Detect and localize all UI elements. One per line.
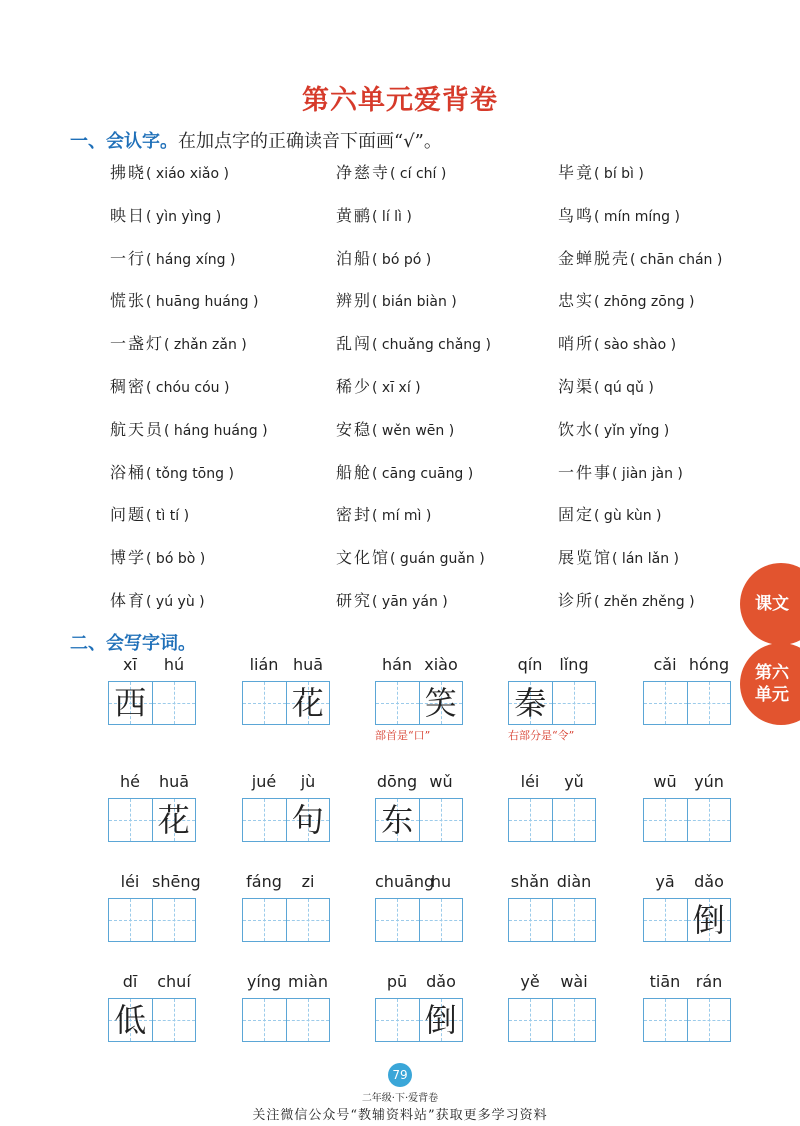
given-character xyxy=(688,682,731,724)
recognize-word: 固定 xyxy=(558,505,595,525)
pinyin-2: yǔ xyxy=(564,772,584,791)
given-character: 倒 xyxy=(424,1001,457,1039)
recognize-item xyxy=(336,203,412,226)
pinyin-1: shǎn xyxy=(510,872,550,891)
pinyin-2: wài xyxy=(560,972,588,991)
recognize-item xyxy=(110,160,229,183)
given-character: 西 xyxy=(114,684,147,722)
tianzige-pair xyxy=(108,898,196,942)
pinyin-1: wū xyxy=(653,772,677,791)
given-character: 花 xyxy=(291,684,324,722)
pinyin-2: shēng xyxy=(152,872,201,891)
recognize-item xyxy=(558,460,683,483)
recognize-pinyin-options[interactable]: ( sào shào ) xyxy=(594,337,677,354)
given-character xyxy=(688,999,731,1041)
pinyin-1: hé xyxy=(120,772,140,791)
recognize-word: 辨别 xyxy=(336,291,373,311)
tianzige-box[interactable] xyxy=(508,798,553,842)
section2-label: 二、会写字词。 xyxy=(70,633,196,654)
pinyin-2: chuí xyxy=(157,972,191,991)
recognize-item xyxy=(110,460,234,483)
recognize-word: 一盏灯 xyxy=(110,334,165,354)
pinyin-1: yě xyxy=(520,972,540,991)
tianzige-box[interactable] xyxy=(375,681,420,725)
recognize-word: 一件事 xyxy=(558,462,613,482)
recognize-word: 博学 xyxy=(110,548,147,568)
tianzige-pair xyxy=(643,681,731,725)
pinyin-2: dǎo xyxy=(426,972,456,991)
tianzige-box[interactable] xyxy=(643,898,688,942)
recognize-word: 航天员 xyxy=(110,419,165,439)
tianzige-box[interactable] xyxy=(108,798,153,842)
pinyin-1: chuāng xyxy=(375,872,435,891)
recognize-item xyxy=(336,545,485,568)
tianzige-box[interactable] xyxy=(242,998,287,1042)
recognize-word: 浴桶 xyxy=(110,462,147,482)
tianzige-pair xyxy=(108,998,196,1042)
recognize-pinyin-options[interactable]: ( guán guǎn ) xyxy=(390,551,485,568)
pinyin-1: hán xyxy=(381,655,413,674)
recognize-item xyxy=(336,331,491,354)
tianzige-pair xyxy=(643,998,731,1042)
recognize-pinyin-options[interactable]: ( zhěn zhěng ) xyxy=(594,594,695,610)
recognize-word: 忠实 xyxy=(558,291,595,311)
recognize-pinyin-options[interactable]: ( cí chí ) xyxy=(390,166,447,182)
section1-instruction: 在加点字的正确读音下面画“√”。 xyxy=(178,131,442,152)
recognize-item xyxy=(336,288,457,311)
tianzige-box[interactable] xyxy=(553,998,597,1042)
recognize-pinyin-options[interactable]: ( lán lǎn ) xyxy=(612,551,679,568)
pinyin-1: cǎi xyxy=(653,655,677,674)
pinyin-1: dī xyxy=(122,972,138,991)
writing-pinyin xyxy=(108,872,201,896)
tianzige-box[interactable] xyxy=(153,998,197,1042)
tianzige-pair xyxy=(375,998,463,1042)
tianzige-pair xyxy=(242,798,330,842)
tianzige-box[interactable] xyxy=(420,898,464,942)
writing-hint: 部首是“口” xyxy=(375,729,431,742)
tianzige-box[interactable] xyxy=(553,798,597,842)
given-character xyxy=(243,999,286,1041)
tianzige-box[interactable] xyxy=(688,898,732,942)
tab-lessons[interactable]: 课文 xyxy=(740,563,800,645)
given-character xyxy=(688,799,731,841)
tianzige-pair xyxy=(375,681,463,725)
tianzige-box[interactable] xyxy=(420,998,464,1042)
recognize-pinyin-options[interactable]: ( mí mì ) xyxy=(372,508,432,525)
given-character xyxy=(644,682,687,724)
pinyin-2: hú xyxy=(163,655,185,674)
given-character xyxy=(644,799,687,841)
footer-note: 关注微信公众号“教辅资料站”获取更多学习资料 xyxy=(252,1108,548,1123)
recognize-pinyin-options[interactable]: ( gù kùn ) xyxy=(594,508,662,525)
tianzige-pair xyxy=(643,898,731,942)
recognize-item xyxy=(558,545,679,568)
recognize-pinyin-options[interactable]: ( lí lì ) xyxy=(372,208,412,225)
given-character xyxy=(509,799,552,841)
recognize-pinyin-options[interactable]: ( bí bì ) xyxy=(594,166,644,182)
recognize-word: 研究 xyxy=(336,591,373,610)
recognize-item xyxy=(558,331,676,354)
given-character xyxy=(553,799,596,841)
given-character xyxy=(553,682,596,724)
tianzige-box[interactable] xyxy=(375,898,420,942)
tianzige-box[interactable] xyxy=(108,681,153,725)
given-character: 花 xyxy=(157,801,190,839)
tianzige-pair xyxy=(375,798,463,842)
recognize-item xyxy=(336,460,473,483)
given-character: 句 xyxy=(291,801,324,839)
tianzige-box[interactable] xyxy=(688,681,732,725)
recognize-pinyin-options[interactable]: ( háng xíng ) xyxy=(146,251,236,268)
tianzige-box[interactable] xyxy=(688,998,732,1042)
recognize-word: 毕竟 xyxy=(558,163,595,182)
recognize-pinyin-options[interactable]: ( chuǎng chǎng ) xyxy=(372,337,491,354)
recognize-pinyin-options[interactable]: ( chān chán ) xyxy=(630,251,723,268)
tianzige-pair xyxy=(643,798,731,842)
tianzige-pair xyxy=(375,898,463,942)
given-character xyxy=(376,899,419,941)
section1-heading xyxy=(70,127,442,153)
recognize-word: 稠密 xyxy=(110,377,147,396)
recognize-item xyxy=(110,331,247,354)
given-character xyxy=(420,799,463,841)
pinyin-1: pū xyxy=(386,972,408,991)
writing-pinyin xyxy=(242,772,330,796)
recognize-pinyin-options[interactable]: ( xiáo xiǎo ) xyxy=(146,166,229,182)
tianzige-box[interactable] xyxy=(108,998,153,1042)
page-number: 79 xyxy=(388,1063,412,1087)
recognize-item xyxy=(558,203,680,226)
tianzige-box[interactable] xyxy=(643,798,688,842)
recognize-word: 稀少 xyxy=(336,377,373,396)
recognize-pinyin-options[interactable]: ( bó bò ) xyxy=(146,551,206,568)
tianzige-box[interactable] xyxy=(153,798,197,842)
recognize-word: 乱闯 xyxy=(336,334,373,354)
tianzige-box[interactable] xyxy=(643,681,688,725)
pinyin-1: tiān xyxy=(649,972,681,991)
recognize-word: 饮水 xyxy=(558,419,595,439)
recognize-word: 慌张 xyxy=(110,291,147,311)
recognize-pinyin-options[interactable]: ( tǒng tōng ) xyxy=(146,465,234,482)
given-character xyxy=(644,999,687,1041)
given-character xyxy=(153,682,196,724)
writing-pinyin xyxy=(643,772,731,796)
tianzige-pair xyxy=(242,681,330,725)
writing-pinyin xyxy=(643,872,731,896)
recognize-word: 船舱 xyxy=(336,462,373,482)
recognize-word: 问题 xyxy=(110,505,147,525)
given-character xyxy=(553,899,596,941)
pinyin-2: hóng xyxy=(688,655,730,674)
pinyin-2: yún xyxy=(694,772,724,791)
tianzige-box[interactable] xyxy=(688,798,732,842)
tab-unit6[interactable]: 第六 单元 xyxy=(740,643,800,725)
given-character: 倒 xyxy=(692,901,725,939)
given-character xyxy=(153,999,196,1041)
writing-pinyin xyxy=(375,772,463,796)
tianzige-box[interactable] xyxy=(242,681,287,725)
recognize-word: 一行 xyxy=(110,248,147,268)
recognize-item xyxy=(336,160,446,183)
pinyin-1: yíng xyxy=(246,972,282,991)
tianzige-box[interactable] xyxy=(287,998,331,1042)
tianzige-pair xyxy=(108,681,196,725)
given-character xyxy=(509,899,552,941)
writing-pinyin xyxy=(643,655,731,679)
pinyin-2: zi xyxy=(301,872,315,891)
recognize-word: 金蝉脱壳 xyxy=(558,248,631,268)
pinyin-1: dōng xyxy=(376,772,418,791)
recognize-pinyin-options[interactable]: ( mín míng ) xyxy=(594,208,680,225)
writing-pinyin xyxy=(508,772,596,796)
writing-pinyin xyxy=(108,772,196,796)
recognize-word: 黄鹂 xyxy=(336,205,373,225)
writing-pinyin xyxy=(375,972,463,996)
given-character xyxy=(243,899,286,941)
grade-label: 二年级·下·爱背卷 xyxy=(361,1093,439,1104)
pinyin-1: xī xyxy=(123,655,137,674)
recognize-word: 密封 xyxy=(336,505,373,525)
given-character xyxy=(109,899,152,941)
tianzige-box[interactable] xyxy=(420,681,464,725)
tianzige-pair xyxy=(508,898,596,942)
given-character: 笑 xyxy=(424,684,457,722)
given-character xyxy=(243,682,286,724)
tianzige-box[interactable] xyxy=(508,681,553,725)
pinyin-2: rán xyxy=(695,972,723,991)
pinyin-2: diàn xyxy=(556,872,592,891)
tianzige-box[interactable] xyxy=(153,898,197,942)
pinyin-2: huā xyxy=(292,655,324,674)
recognize-pinyin-options[interactable]: ( yú yù ) xyxy=(146,594,205,610)
writing-pinyin xyxy=(108,655,196,679)
recognize-word: 诊所 xyxy=(558,591,595,610)
recognize-pinyin-options[interactable]: ( zhōng zōng ) xyxy=(594,294,695,311)
given-character xyxy=(644,899,687,941)
recognize-pinyin-options[interactable]: ( xī xí ) xyxy=(372,380,421,396)
recognize-pinyin-options[interactable]: ( yān yán ) xyxy=(372,594,448,610)
given-character xyxy=(376,682,419,724)
tianzige-box[interactable] xyxy=(508,898,553,942)
recognize-item xyxy=(336,417,454,440)
tianzige-box[interactable] xyxy=(153,681,197,725)
writing-pinyin xyxy=(375,655,463,679)
pinyin-2: huā xyxy=(158,772,190,791)
recognize-word: 沟渠 xyxy=(558,377,595,396)
tianzige-box[interactable] xyxy=(420,798,464,842)
pinyin-2: xiào xyxy=(424,655,458,674)
recognize-item xyxy=(110,417,268,440)
tianzige-box[interactable] xyxy=(242,898,287,942)
tianzige-box[interactable] xyxy=(643,998,688,1042)
recognize-word: 体育 xyxy=(110,591,147,610)
recognize-item xyxy=(110,288,258,311)
recognize-pinyin-options[interactable]: ( wěn wēn ) xyxy=(372,422,455,439)
recognize-word: 安稳 xyxy=(336,419,373,439)
given-character xyxy=(287,999,330,1041)
tianzige-box[interactable] xyxy=(287,681,331,725)
recognize-word: 泊船 xyxy=(336,248,373,268)
given-character xyxy=(109,799,152,841)
recognize-item xyxy=(110,545,205,568)
pinyin-2: dǎo xyxy=(694,872,724,891)
pinyin-1: léi xyxy=(520,772,540,791)
given-character: 秦 xyxy=(514,684,547,722)
given-character xyxy=(553,999,596,1041)
recognize-pinyin-options[interactable]: ( yǐn yǐng ) xyxy=(594,422,670,439)
pinyin-1: léi xyxy=(120,872,140,891)
recognize-item xyxy=(110,374,229,397)
tianzige-box[interactable] xyxy=(242,798,287,842)
writing-hint: 右部分是“令” xyxy=(508,729,575,742)
recognize-pinyin-options[interactable]: ( zhǎn zǎn ) xyxy=(164,337,247,354)
given-character: 东 xyxy=(381,801,414,839)
recognize-item xyxy=(558,288,695,311)
given-character xyxy=(153,899,196,941)
recognize-pinyin-options[interactable]: ( yìn yìng ) xyxy=(146,208,222,225)
writing-pinyin xyxy=(375,872,463,896)
pinyin-2: jù xyxy=(300,772,316,791)
recognize-pinyin-options[interactable]: ( qú qǔ ) xyxy=(594,380,654,396)
tianzige-box[interactable] xyxy=(375,998,420,1042)
pinyin-1: yā xyxy=(655,872,675,891)
section1-label: 一、会认字。 xyxy=(70,131,178,152)
recognize-word: 拂晓 xyxy=(110,163,147,182)
recognize-word: 文化馆 xyxy=(336,548,391,568)
pinyin-1: fáng xyxy=(246,872,282,891)
tianzige-pair xyxy=(242,898,330,942)
writing-pinyin xyxy=(643,972,731,996)
recognize-pinyin-options[interactable]: ( bó pó ) xyxy=(372,251,432,268)
recognize-word: 鸟鸣 xyxy=(558,205,595,225)
recognize-item xyxy=(558,246,722,269)
recognize-pinyin-options[interactable]: ( tì tí ) xyxy=(146,508,190,525)
recognize-item xyxy=(558,417,669,440)
writing-pinyin xyxy=(508,972,596,996)
tianzige-box[interactable] xyxy=(287,798,331,842)
writing-pinyin xyxy=(108,972,196,996)
tianzige-pair xyxy=(508,681,596,725)
recognize-item xyxy=(558,374,654,397)
recognize-word: 净慈寺 xyxy=(336,163,391,182)
writing-pinyin xyxy=(508,655,596,679)
writing-pinyin xyxy=(508,872,596,896)
pinyin-2: lǐng xyxy=(559,655,589,674)
tianzige-pair xyxy=(508,798,596,842)
recognize-item xyxy=(336,246,431,269)
tianzige-box[interactable] xyxy=(553,681,597,725)
tianzige-box[interactable] xyxy=(108,898,153,942)
recognize-word: 哨所 xyxy=(558,334,595,354)
tianzige-box[interactable] xyxy=(375,798,420,842)
given-character xyxy=(420,899,463,941)
tianzige-pair xyxy=(508,998,596,1042)
given-character xyxy=(287,899,330,941)
recognize-item xyxy=(558,502,661,525)
pinyin-2: hu xyxy=(430,872,452,891)
recognize-item xyxy=(110,588,205,611)
recognize-item xyxy=(558,588,695,611)
recognize-pinyin-options[interactable]: ( chóu cóu ) xyxy=(146,380,230,396)
pinyin-1: qín xyxy=(517,655,543,674)
tianzige-pair xyxy=(242,998,330,1042)
recognize-pinyin-options[interactable]: ( háng huáng ) xyxy=(164,422,268,439)
recognize-item xyxy=(336,588,448,611)
tianzige-pair xyxy=(108,798,196,842)
recognize-pinyin-options[interactable]: ( jiàn jàn ) xyxy=(612,465,683,482)
recognize-item xyxy=(110,246,235,269)
given-character xyxy=(509,999,552,1041)
pinyin-1: jué xyxy=(251,772,277,791)
given-character xyxy=(243,799,286,841)
recognize-word: 展览馆 xyxy=(558,548,613,568)
pinyin-1: lián xyxy=(249,655,279,674)
recognize-item xyxy=(110,203,221,226)
recognize-pinyin-options[interactable]: ( cāng cuāng ) xyxy=(372,465,474,482)
writing-pinyin xyxy=(242,872,330,896)
recognize-item xyxy=(336,502,431,525)
writing-pinyin xyxy=(242,972,330,996)
tianzige-box[interactable] xyxy=(553,898,597,942)
pinyin-2: wǔ xyxy=(429,772,453,791)
recognize-item xyxy=(558,160,644,183)
recognize-item xyxy=(336,374,421,397)
tianzige-box[interactable] xyxy=(287,898,331,942)
given-character: 低 xyxy=(114,1001,147,1039)
recognize-pinyin-options[interactable]: ( bián biàn ) xyxy=(372,294,457,311)
pinyin-2: miàn xyxy=(288,972,328,991)
tianzige-box[interactable] xyxy=(508,998,553,1042)
recognize-word: 映日 xyxy=(110,205,147,225)
page-title: 第六单元爱背卷 xyxy=(302,85,498,116)
recognize-item xyxy=(110,502,189,525)
writing-pinyin xyxy=(242,655,330,679)
given-character xyxy=(376,999,419,1041)
recognize-pinyin-options[interactable]: ( huāng huáng ) xyxy=(146,294,259,311)
